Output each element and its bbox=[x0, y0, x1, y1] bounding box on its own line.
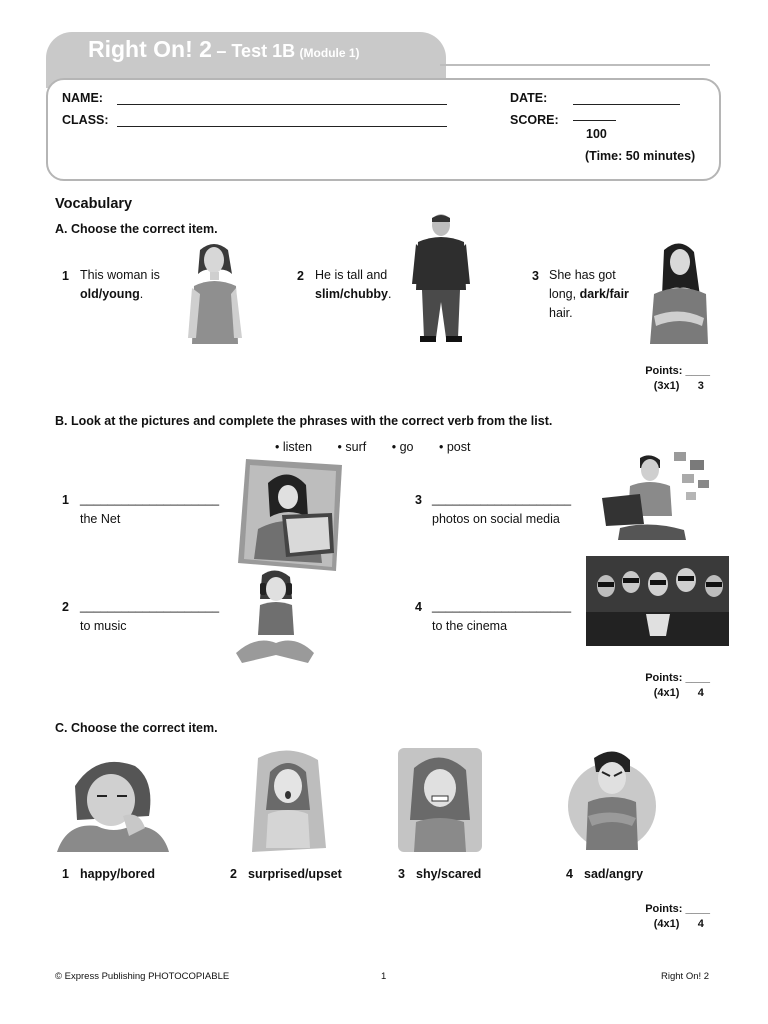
footer-copyright: © Express Publishing PHOTOCOPIABLE bbox=[55, 971, 230, 982]
name-field[interactable] bbox=[117, 104, 447, 105]
a-item-1-text: This woman is old/young. bbox=[80, 268, 160, 301]
b-item-4-phrase: to the cinema bbox=[432, 619, 508, 633]
girl-laptop-photo bbox=[238, 459, 342, 571]
b-item-3-number: 3 bbox=[415, 493, 422, 507]
c-item-4-choice[interactable]: sad/angry bbox=[584, 867, 644, 881]
b-item-2-number: 2 bbox=[62, 600, 69, 614]
section-title: Vocabulary bbox=[55, 196, 133, 212]
b-item-2-phrase: to music bbox=[80, 619, 127, 633]
dark-haired-woman-photo bbox=[646, 240, 710, 346]
c-item-1-choice[interactable]: happy/bored bbox=[80, 867, 156, 881]
date-field[interactable] bbox=[573, 104, 680, 105]
c-item-3-number: 3 bbox=[398, 867, 405, 881]
word-list bbox=[275, 438, 470, 457]
part-c-points: Points: ____ (4x1) 4 bbox=[645, 903, 710, 930]
scared-girl-illustration bbox=[396, 748, 484, 854]
header-rule bbox=[440, 64, 710, 66]
part-a-instruction: A. Choose the correct item. bbox=[55, 222, 218, 236]
girl-headphones-photo bbox=[232, 569, 316, 667]
c-item-2-choice[interactable]: surprised/upset bbox=[248, 867, 342, 881]
score-label: SCORE: bbox=[510, 113, 559, 127]
c-item-3-choice[interactable]: shy/scared bbox=[416, 867, 482, 881]
c-item-1-number: 1 bbox=[62, 867, 69, 881]
angry-boy-illustration bbox=[566, 748, 660, 854]
cinema-audience-photo bbox=[586, 556, 729, 646]
b-item-1-blank[interactable]: ____________________ bbox=[80, 492, 220, 506]
bored-girl-illustration bbox=[57, 756, 169, 854]
word-list-item: • go bbox=[391, 440, 414, 454]
chubby-man-photo bbox=[412, 214, 470, 344]
page-number: 1 bbox=[381, 971, 387, 982]
man-social-media-photo bbox=[600, 450, 712, 544]
b-item-2-blank[interactable]: ____________________ bbox=[80, 599, 220, 613]
b-item-1-phrase: the Net bbox=[80, 512, 121, 526]
c-item-4-number: 4 bbox=[566, 867, 573, 881]
surprised-girl-illustration bbox=[248, 748, 328, 854]
a-item-2-choice[interactable]: slim/chubby bbox=[315, 287, 388, 301]
word-list-item: • post bbox=[438, 440, 471, 454]
b-item-4-number: 4 bbox=[415, 600, 422, 614]
part-a-points: Points: ____ (3x1) 3 bbox=[645, 365, 710, 392]
student-info-box bbox=[46, 78, 721, 181]
b-item-3-phrase: photos on social media bbox=[432, 512, 560, 526]
a-item-3-choice[interactable]: dark/fair bbox=[579, 287, 629, 301]
a-item-2-number: 2 bbox=[297, 269, 304, 283]
score-field[interactable] bbox=[573, 120, 616, 121]
young-woman-photo bbox=[186, 240, 248, 346]
a-item-3-text: She has got long, dark/fair hair. bbox=[549, 268, 629, 320]
word-list-item: • listen bbox=[275, 440, 313, 454]
page-title: Right On! 2 – Test 1B (Module 1) bbox=[88, 36, 360, 62]
part-b-instruction: B. Look at the pictures and complete the phrases with the correct verb from the list. bbox=[55, 414, 553, 428]
a-item-3-number: 3 bbox=[532, 269, 539, 283]
word-list-item: • surf bbox=[337, 440, 367, 454]
c-item-2-number: 2 bbox=[230, 867, 237, 881]
a-item-2-text: He is tall and slim/chubby. bbox=[315, 268, 392, 301]
part-c-instruction: C. Choose the correct item. bbox=[55, 721, 218, 735]
a-item-1-choice[interactable]: old/young bbox=[80, 287, 140, 301]
date-label: DATE: bbox=[510, 91, 548, 105]
time-limit: (Time: 50 minutes) bbox=[585, 149, 696, 163]
part-b-points: Points: ____ (4x1) 4 bbox=[645, 672, 710, 699]
footer-book-title: Right On! 2 bbox=[661, 971, 710, 982]
b-item-4-blank[interactable]: ____________________ bbox=[432, 599, 572, 613]
score-total: 100 bbox=[586, 127, 607, 141]
b-item-3-blank[interactable]: ____________________ bbox=[432, 492, 572, 506]
class-label: CLASS: bbox=[62, 113, 109, 127]
name-label: NAME: bbox=[62, 91, 103, 105]
a-item-1-number: 1 bbox=[62, 269, 69, 283]
class-field[interactable] bbox=[117, 126, 447, 127]
b-item-1-number: 1 bbox=[62, 493, 69, 507]
